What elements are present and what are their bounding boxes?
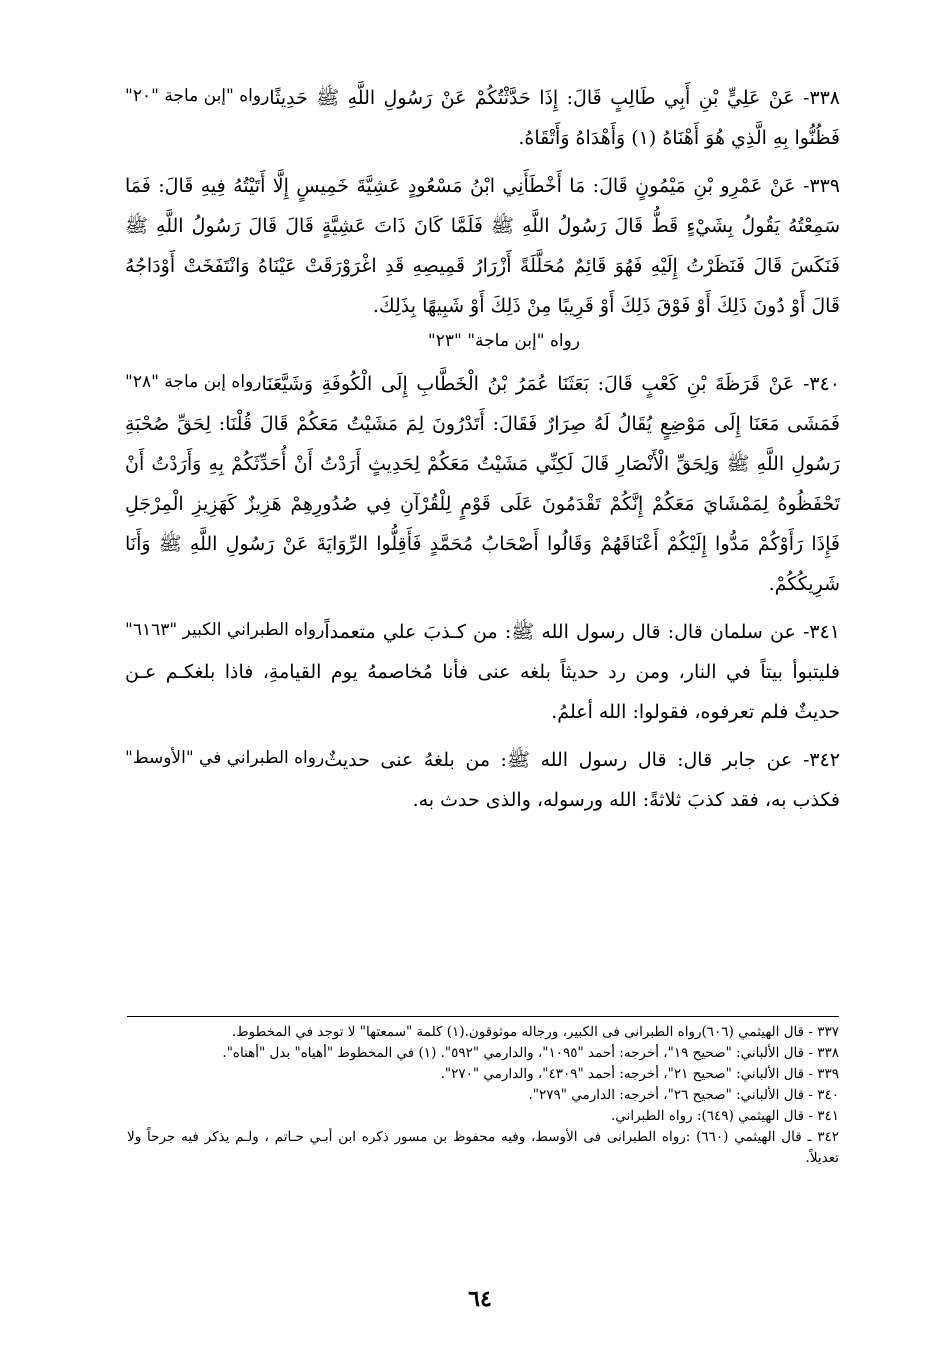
hadith-339 xyxy=(125,166,840,356)
hadith-340 xyxy=(125,364,840,604)
hadith-text: ٣٣٩- عَنْ عَمْرِو بْنِ مَيْمُونٍ قَالَ: مَا أَخْطَأَنِي ابْنُ مَسْعُودٍ عَشِيَّةَ خَمِيسٍ إِلَّا أَتَيْتُهُ فِيهِ قَالَ: فَمَا سَمِعْتُهُ يَقُولُ بِشَيْءٍ قَطُّ قَالَ رَسُولُ اللَّهِ ﷺ فَلَمَّا كَانَ ذَاتَ عَشِيَّةٍ قَالَ قَالَ رَسُولُ اللَّهِ ﷺ فَنَكَسَ قَالَ فَنَظَرْتُ إِلَيْهِ فَهُوَ قَائِمٌ مُحَلَّلَةً أَزْرَارُ قَمِيصِهِ قَدِ اغْرَوْرَقَتْ عَيْنَاهُ وَانْتَفَخَتْ أَوْدَاجُهُ قَالَ أَوْ دُونَ ذَلِكَ أَوْ فَوْقَ ذَلِكَ أَوْ قَرِيبًا مِنْ ذَلِكَ أَوْ شَبِيهًا بِذَلِكَ. xyxy=(125,175,840,317)
hadith-source: رواه "إبن ماجة" "٢٣" xyxy=(427,331,580,351)
hadith-source: رواه إبن ماجة "٢٨" xyxy=(125,372,262,392)
footnote: ٣٣٨ - قال الألباني: "صحيح ١٩"، أخرجه: أحمد "١٠٩٥"، والدارمي "٥٩٢". (١) في المخطوط "أهياه" بدل "أهناه". xyxy=(222,1045,839,1061)
hadith-source: رواه "إبن ماجة "٢٠" xyxy=(125,86,270,106)
footnote: ٣٤٠ - قال الألباني: "صحيح ٢٦"، أخرجه: الدارمي "٢٧٩". xyxy=(528,1087,839,1103)
hadith-342 xyxy=(125,740,840,820)
footnote: ٣٣٧ - قال الهيثمي (٦٠٦)رواه الطبرانى فى الكبير، ورجاله موثوقون.(١) كلمة "سمعتها" لا توجد في المخطوط. xyxy=(231,1024,839,1040)
footnote-divider xyxy=(127,1016,839,1017)
hadith-text: ٣٣٨- عَنْ عَلِيٍّ بْنِ أَبِي طَالِبٍ قَالَ: إِذَا حَدَّثْتُكُمْ عَنْ رَسُولِ اللَّهِ ﷺ حَدِيثًا فَظُنُّوا بِهِ الَّذِي هُوَ أَهْنَاهُ (١) وَأَهْدَاهُ وَأَتْقَاهُ. xyxy=(269,87,840,149)
hadith-source: رواه الطبراني الكبير "٦١٦٣" xyxy=(125,620,325,640)
main-text xyxy=(125,78,840,828)
page-number: ٦٤ xyxy=(468,1286,492,1312)
footnote: ٣٤٢ ـ قال الهيثمي (٦٦٠) :رواه الطبرانى فى الأوسط، وفيه محفوظ بن مسور ذكره ابن أبـي حـاتم ، ولـم يذكر فيه جرحاً ولا تعديلاً. xyxy=(127,1129,839,1166)
hadith-text: ٣٤١- عن سلمان قال: قال رسول الله ﷺ: من كـذبَ علي متعمداً فليتبوأ بيتاً في النار، ومن رد حديثاً بلغه عنى فأنا مُخاصمهُ يوم القيامةِ، فاذا بلغكـم عـن حديثٌ فلم تعرفوه، فقولوا: الله أعلمُ. xyxy=(125,621,840,723)
footnote: ٣٤١ - قال الهيثمي (٦٤٩): رواه الطبراني. xyxy=(611,1108,839,1124)
hadith-341 xyxy=(125,612,840,732)
hadith-text: ٣٤٢- عن جابر قال: قال رسول الله ﷺ: من بلغهُ عنى حديثٌ فكذب به، فقد كذبَ ثلاثةً: الله ورسوله، والذى حدث به. xyxy=(324,749,840,811)
hadith-text: ٣٤٠- عَنْ قَرَظَةَ بْنِ كَعْبٍ قَالَ: بَعَثَنَا عُمَرُ بْنُ الْخَطَّابِ إِلَى الْكُوفَةِ وَشَيَّعَنَا فَمَشَى مَعَنَا إِلَى مَوْضِعٍ يُقَالُ لَهُ صِرَارٌ فَقَالَ: أَتَدْرُونَ لِمَ مَشَيْتُ مَعَكُمْ قَالَ قُلْنَا: لِحَقِّ صُحْبَةِ رَسُولِ اللَّهِ ﷺ وَلِحَقِّ الْأَنْصَارِ قَالَ لَكِنِّي مَشَيْتُ مَعَكُمْ لِحَدِيثٍ أَرَدْتُ أَنْ أُحَدِّثَكُمْ بِهِ وَأَرَدْتُ أَنْ تَحْفَظُوهُ لِمَمْشَايَ مَعَكُمْ إِنَّكُمْ تَقْدَمُونَ عَلَى قَوْمٍ لِلْقُرْآنِ فِي صُدُورِهِمْ هَزِيزٌ كَهَزِيزِ الْمِرْجَلِ فَإِذَا رَأَوْكُمْ مَدُّوا إِلَيْكُمْ أَعْنَاقَهُمْ وَقَالُوا أَصْحَابُ مُحَمَّدٍ فَأَقِلُّوا الرِّوَايَةَ عَنْ رَسُولِ اللَّهِ ﷺ وَأَنَا شَرِيكُكُمْ. xyxy=(125,373,840,595)
footnotes xyxy=(127,1022,839,1169)
hadith-338 xyxy=(125,78,840,158)
footnote: ٣٣٩ - قال الألباني: "صحيح ٢١"، أخرجه: أحمد "٤٣٠٩"، والدارمي "٢٧٠". xyxy=(440,1066,839,1082)
hadith-source: رواه الطبراني في "الأوسط" xyxy=(125,748,325,768)
